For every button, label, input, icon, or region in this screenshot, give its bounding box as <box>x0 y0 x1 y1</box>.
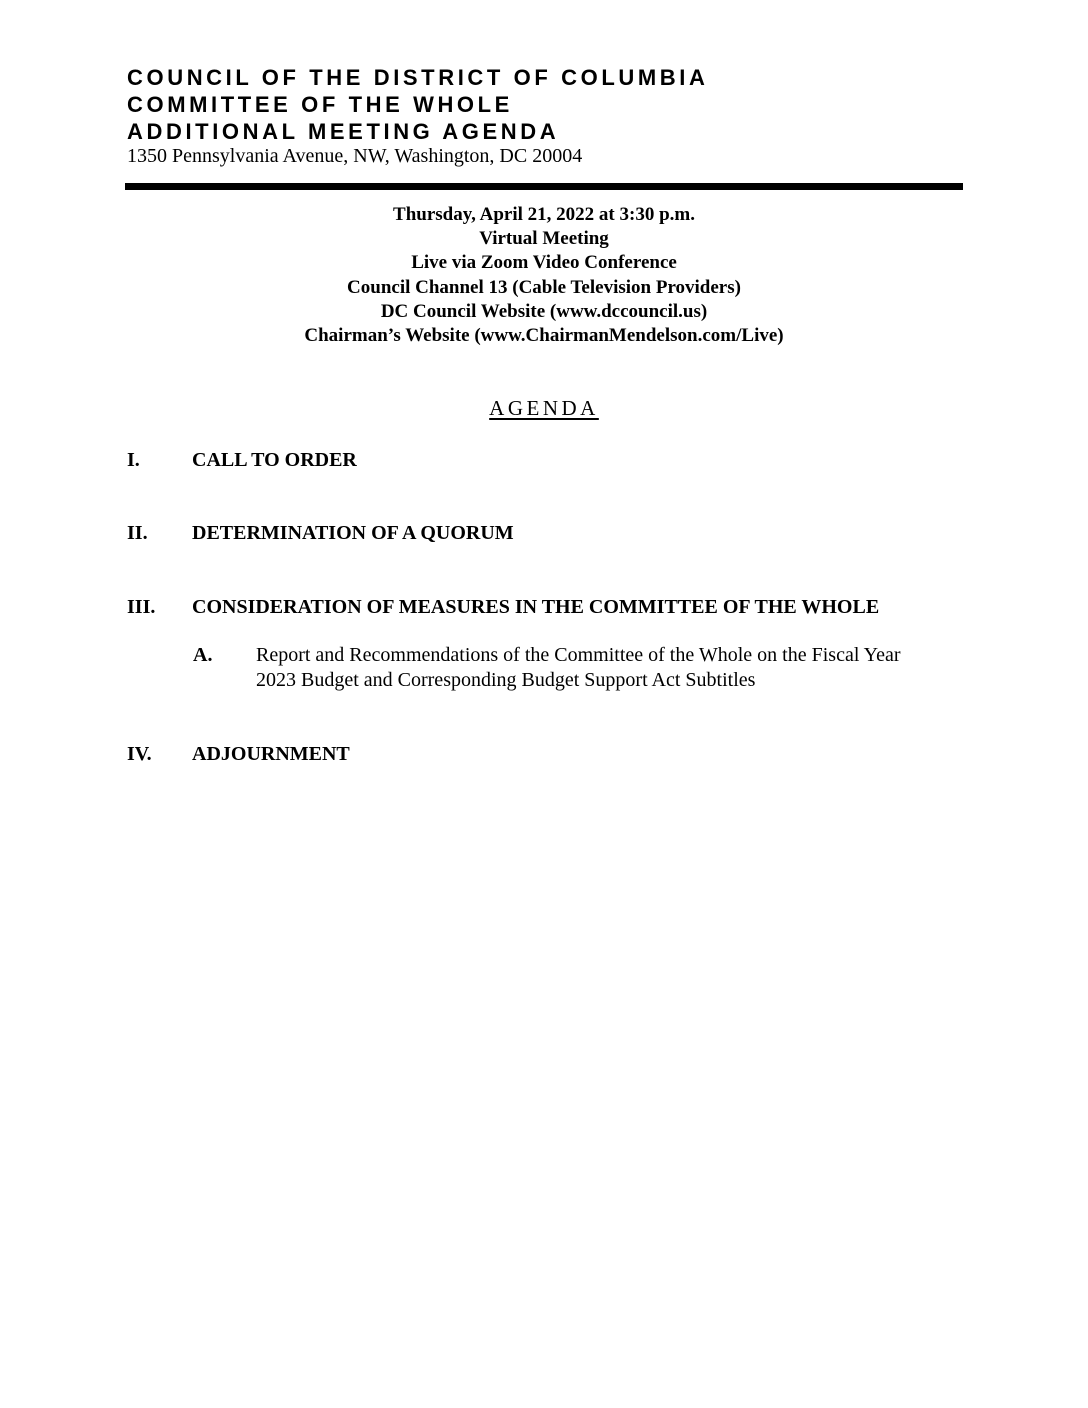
meeting-zoom: Live via Zoom Video Conference <box>411 252 677 274</box>
document-header <box>127 64 967 169</box>
agenda-item-number: II. <box>127 522 148 544</box>
sub-item-letter: A. <box>193 644 213 666</box>
agenda-item-title: CALL TO ORDER <box>192 449 357 471</box>
sub-item-line: Report and Recommendations of the Committee of the Whole on the Fiscal Year <box>256 644 901 666</box>
meeting-details <box>125 203 963 348</box>
meeting-channel: Council Channel 13 (Cable Television Providers) <box>347 276 741 298</box>
council-name: COUNCIL OF THE DISTRICT OF COLUMBIA <box>127 65 709 90</box>
agenda-item-title: CONSIDERATION OF MEASURES IN THE COMMITTEE OF THE WHOLE <box>192 596 880 618</box>
header-divider <box>125 183 963 190</box>
agenda-item-title: ADJOURNMENT <box>192 743 350 765</box>
agenda-item-number: III. <box>127 596 156 618</box>
meeting-datetime: Thursday, April 21, 2022 at 3:30 p.m. <box>393 204 695 225</box>
document-type: ADDITIONAL MEETING AGENDA <box>127 119 560 144</box>
council-address: 1350 Pennsylvania Avenue, NW, Washington, DC 20004 <box>127 145 583 167</box>
agenda-heading-text: AGENDA <box>489 396 599 420</box>
meeting-chairman-website: Chairman’s Website (www.ChairmanMendelson.com/Live) <box>304 325 784 347</box>
agenda-item-number: I. <box>127 449 140 471</box>
agenda-heading <box>125 396 963 421</box>
agenda-item-number: IV. <box>127 743 152 765</box>
sub-item-text <box>256 643 961 693</box>
meeting-format: Virtual Meeting <box>479 228 609 250</box>
sub-item-line: 2023 Budget and Corresponding Budget Support Act Subtitles <box>256 669 756 691</box>
agenda-item-title: DETERMINATION OF A QUORUM <box>192 522 514 544</box>
meeting-website: DC Council Website (www.dccouncil.us) <box>380 300 708 322</box>
committee-name: COMMITTEE OF THE WHOLE <box>127 92 513 117</box>
